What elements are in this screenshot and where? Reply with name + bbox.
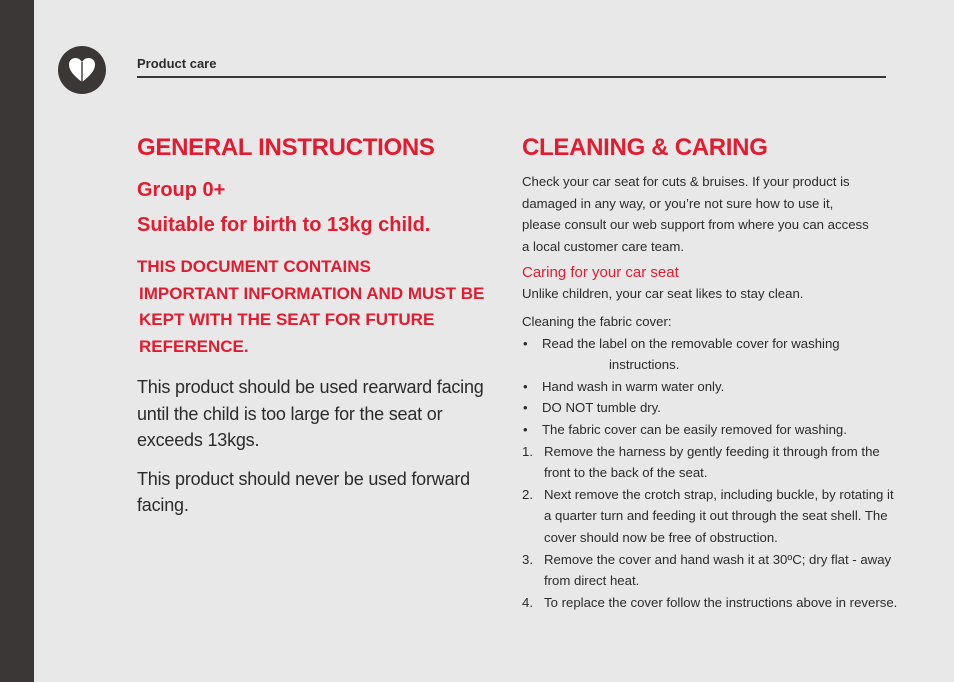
bullet-text: Read the label on the removable cover for washing (542, 335, 840, 351)
step-text: Remove the cover and hand wash it at 30ºC; dry flat - away from direct heat. (544, 551, 892, 589)
step-text: To replace the cover follow the instructions above in reverse. (544, 594, 898, 610)
general-instructions-column (137, 133, 497, 519)
page-header-title: Product care (137, 56, 217, 71)
header-divider (137, 76, 886, 78)
caring-sub-heading: Caring for your car seat (522, 264, 679, 282)
step-text: Remove the harness by gently feeding it through from the front to the back of the seat. (544, 443, 880, 481)
list-item (522, 333, 902, 376)
cleaning-caring-heading: CLEANING & CARING (522, 134, 768, 161)
logo-badge (58, 46, 106, 94)
cleaning-caring-column (522, 133, 902, 613)
bullet-icon: • (523, 421, 528, 437)
important-notice (137, 254, 497, 360)
step-number: 4. (522, 594, 533, 610)
suitable-text: Suitable for birth to 13kg child. (137, 214, 431, 236)
bullet-text: The fabric cover can be easily removed for washing. (542, 421, 847, 437)
usage-paragraph-rearward: This product should be used rearward facing until the child is too large for the seat or exceeds 13kgs. (137, 377, 484, 450)
cleaning-steps-list (522, 441, 902, 614)
step-text: Next remove the crotch strap, including buckle, by rotating it a quarter turn and feeding it out through the seat shell. The cover should now be free of obstruction. (544, 486, 894, 545)
cleaning-intro: Check your car seat for cuts & bruises. If your product is damaged in any way, or you’re not sure how to use it, please consult our web support from where you can access a local customer care team. (522, 174, 869, 254)
bullet-icon: • (523, 400, 528, 416)
list-item (522, 592, 902, 614)
important-notice-rest: IMPORTANT INFORMATION AND MUST BE KEPT WITH THE SEAT FOR FUTURE REFERENCE. (139, 283, 485, 356)
bullet-icon: • (523, 335, 528, 351)
group-label: Group 0+ (137, 179, 226, 201)
list-item (522, 441, 902, 484)
general-instructions-heading: GENERAL INSTRUCTIONS (137, 134, 435, 161)
bullet-icon: • (523, 378, 528, 394)
caring-sub-text: Unlike children, your car seat likes to stay clean. (522, 286, 804, 302)
important-notice-line1: THIS DOCUMENT CONTAINS (137, 257, 371, 276)
cleaning-bullet-list (522, 333, 902, 441)
step-number: 2. (522, 486, 533, 502)
side-bar (0, 0, 34, 682)
heart-icon (67, 56, 97, 84)
list-item (522, 397, 902, 419)
cleaning-fabric-label: Cleaning the fabric cover: (522, 313, 672, 329)
bullet-text-continuation: instructions. (609, 357, 680, 373)
list-item (522, 549, 902, 592)
usage-paragraph-forward: This product should never be used forward facing. (137, 468, 470, 515)
list-item (522, 419, 902, 441)
list-item (522, 484, 902, 549)
bullet-text: DO NOT tumble dry. (542, 400, 661, 416)
bullet-text: Hand wash in warm water only. (542, 378, 725, 394)
list-item (522, 376, 902, 398)
step-number: 3. (522, 551, 533, 567)
step-number: 1. (522, 443, 533, 459)
